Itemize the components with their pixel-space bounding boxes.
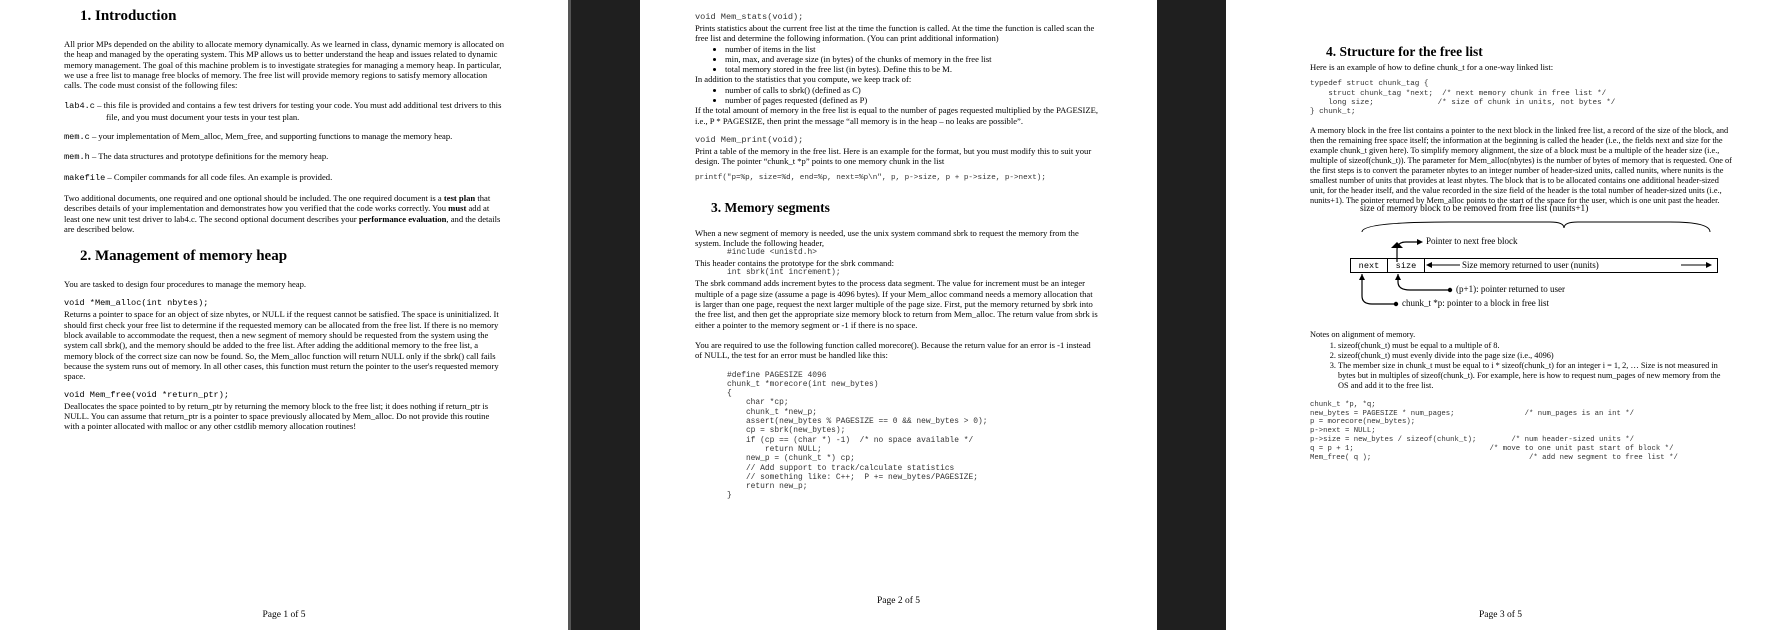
- stats-description: Prints statistics about the current free list at the time the function is called. At the time the function is called scan the free list and determine the following information. (You can print additional information): [695, 23, 1095, 44]
- intro-heading: 1. Introduction: [80, 8, 177, 24]
- print-signature: void Mem_print(void);: [695, 134, 804, 145]
- file-desc: – this file is provided and contains a few test drivers for testing your code. You must add additional test drivers to this file, and you must document your tests in your test plan.: [94, 100, 502, 122]
- alloc-signature: void *Mem_alloc(int nbytes);: [64, 298, 209, 309]
- cell-size-text: size: [1395, 261, 1417, 272]
- cell-next-text: next: [1358, 261, 1380, 272]
- file-entry: [64, 151, 506, 162]
- list-item: • number of calls to sbrk() (defined as C): [725, 85, 1099, 95]
- text-run: Two additional documents, one required and one optional should be included. The one required document is a: [64, 192, 444, 203]
- file-name: mem.h: [64, 152, 90, 163]
- alignment-notes: [1310, 341, 1733, 391]
- morecore-description: You are required to use the following function called morecore(). Because the return value for an error is -1 instead of NULL, the test for an error must be handled like this:: [695, 339, 1091, 361]
- segments-description: When a new segment of memory is needed, use the unix system command sbrk to request the memory from the system. Include the following header,: [695, 227, 1079, 248]
- header-next-cell: [1350, 258, 1388, 273]
- additional-docs-paragraph: [64, 193, 506, 234]
- file-desc: – your implementation of Mem_alloc, Mem_free, and supporting functions to manage the memory heap.: [89, 131, 453, 142]
- document-page-1: [0, 0, 568, 630]
- page-footer: Page 3 of 5: [1478, 610, 1522, 620]
- stats-bullets: [695, 44, 1099, 75]
- stats-total: If the total amount of memory in the free list is equal to the number of pages requested multiplied by the PAGESIZE, i.e., P * PAGESIZE, then print the message “all memory is in the heap – no leaks are possible”.: [695, 105, 1099, 126]
- stats-signature: void Mem_stats(void);: [695, 12, 804, 22]
- text-run: , and the details are described below.: [64, 213, 501, 234]
- include-line: #include <unistd.h>: [727, 248, 817, 258]
- allocation-code: chunk_t *p, *q; new_bytes = PAGESIZE * num_pages; /* num_pages is an int */ p = morecore(new_bytes); p->next = NULL; p->size = new_bytes / sizeof(chunk_t); /* num header-sized units */ q = p + 1; /* move to one unit past start of block */ Mem_free( q ); /* add new segment to free list */: [1310, 400, 1678, 462]
- header-size-cell: [1387, 258, 1425, 273]
- file-name: mem.c: [64, 132, 90, 143]
- mgmt-intro: You are tasked to design four procedures to manage the memory heap.: [64, 279, 307, 290]
- print-description: Print a table of the memory in the free list. Here is an example for the format, but you must modify this to suit your design. The pointer “chunk_t *p” points to one memory chunk in the list: [695, 145, 1092, 167]
- list-item: • total memory stored in the free list (in bytes). Define this to be M.: [725, 64, 1099, 74]
- block-description: A memory block in the free list contains a pointer to the next block in the linked free list, a record of the size of the block, and then the remaining free space itself; the information at the beginning is called the header (i.e., the fields next and size for the example chunk_t given here). To simplify memory alignment, the size of a block must be a multiple of the header size (i.e., multiple of sizeof(chunk_t)). The parameter for Mem_alloc(nbytes) is the number of bytes of memory that is requested. One of the first steps is to convert the parameter nbytes to an integer number of header-sized units, called nunits, where nunits is the smallest number of units that provides at least nbytes. The block that is to be allocated contains one additional header-sized unit, for the header itself, and the value recorded in the size field of the header is the total number of header-sized units (i.e., nunits+1). The pointer returned by Mem_alloc points to the start of the space for the user, which is one unit past the header.: [1310, 126, 1732, 206]
- printf-line: printf("p=%p, size=%d, end=%p, next=%p\n", p, p->size, p + p->size, p->next);: [695, 173, 1046, 182]
- page-shadow: [568, 0, 571, 630]
- file-desc: – Compiler commands for all code files. An example is provided.: [105, 171, 333, 182]
- file-entry: [64, 100, 506, 122]
- freelist-heading: 4. Structure for the free list: [1326, 44, 1483, 59]
- page-footer: Page 1 of 5: [262, 610, 306, 620]
- list-item: • min, max, and average size (in bytes) of the chunks of memory in the free list: [725, 54, 1099, 64]
- alloc-description: Returns a pointer to space for an object of size nbytes, or NULL if the request cannot be satisfied. The space is uninitialized. It should first check your free list to determine if the requested memory can be allocated from the free list. If there is no memory block available to accommodate the request, then a new segment of memory should be requested from the system using the system call sbrk(), and the memory should be added to the free list. After adding the additional memory to the free list, a memory block of the correct size can now be found. So, the Mem_alloc function will return NULL only if the sbrk() call fails because the system runs out of memory. In all other cases, this function must return the pointer to the user's requested memory space.: [64, 309, 499, 382]
- morecore-code: #define PAGESIZE 4096 chunk_t *morecore(int new_bytes) { char *cp; chunk_t *new_p; assert(new_bytes % PAGESIZE == 0 && new_bytes > 0); cp = sbrk(new_bytes); if (cp == (char *) -1) /* no space available */ return NULL; new_p = (chunk_t *) cp; // Add support to track/calculate statistics // something like: C++; P += new_bytes/PAGESIZE; return new_p; }: [727, 370, 988, 501]
- page-footer: Page 2 of 5: [876, 596, 920, 606]
- document-page-3: [1226, 0, 1775, 630]
- file-entry: [64, 131, 506, 142]
- sbrk-description: The sbrk command adds increment bytes to the process data segment. The value for increment must be an integer multiple of a page size (assume a page is 4096 bytes). If your Mem_alloc command needs a memory allocation that is larger than one page, request the next larger multiple of the page size. First, put the memory returned by sbrk into the free list, and then get the appropriate size memory block to return from Mem_alloc. The return value from sbrk is either a pointer to the memory segment or -1 if there is no space.: [695, 278, 1098, 330]
- free-description: Deallocates the space pointed to by return_ptr by returning the memory block to the free list; it does nothing if return_ptr is NULL. You can assume that return_ptr is a pointer to space previously allocated by Mem_alloc. Do not provide this routine with a pointer allocated with malloc or any other cstdlib memory allocation routines!: [64, 400, 490, 432]
- user-size-label: Size memory returned to user (nunits): [1462, 260, 1599, 271]
- page-gap-1: [568, 0, 640, 630]
- text-run: add at least one new unit test driver to lab4.c. The second optional document describes your: [64, 203, 490, 224]
- must-bold: must: [448, 203, 467, 214]
- perf-eval-bold: performance evaluation: [358, 213, 447, 224]
- list-item: 2. sizeof(chunk_t) must evenly divide into the page size (i.e., 4096): [1338, 351, 1733, 361]
- file-entry: [64, 172, 506, 183]
- document-page-2: [640, 0, 1157, 630]
- list-item: • number of items in the list: [725, 44, 1099, 54]
- segments-heading: 3. Memory segments: [711, 199, 830, 215]
- p-pointer-label: chunk_t *p: pointer to a block in free list: [1402, 298, 1549, 309]
- free-signature: void Mem_free(void *return_ptr);: [64, 389, 230, 400]
- prototype-description: This header contains the prototype for the sbrk command:: [695, 258, 895, 269]
- intro-paragraph: All prior MPs depended on the ability to allocate memory dynamically. As we learned in class, dynamic memory is allocated on the heap and managed by the operating system. This MP allows us to better understand the heap and issues related to dynamic memory management. The goal of this machine problem is to investigate strategies for managing a memory heap. In particular, we use a free list to manage free blocks of memory. The free list will provide memory regions to satisfy memory allocation calls. The code must consist of the following files:: [64, 39, 504, 91]
- list-item: 1. sizeof(chunk_t) must be equal to a multiple of 8.: [1338, 341, 1733, 351]
- list-item: 3. The member size in chunk_t must be equal to i * sizeof(chunk_t) for an integer i = 1, 2, … Size is not measured in bytes but in multiples of sizeof(chunk_t). For example, here is how to request num_pages of new memory from the OS and add it to the free list.: [1338, 361, 1733, 391]
- list-item: • number of pages requested (defined as P): [725, 95, 1099, 105]
- test-plan-bold: test plan: [443, 192, 476, 203]
- track-bullets: [695, 85, 1099, 106]
- page-gap-2: [1157, 0, 1226, 630]
- typedef-code: typedef struct chunk_tag { struct chunk_tag *next; /* next memory chunk in free list */ long size; /* size of chunk in units, not bytes */ } chunk_t;: [1310, 80, 1616, 117]
- file-desc: – The data structures and prototype definitions for the memory heap.: [89, 151, 329, 162]
- example-intro: Here is an example of how to define chunk_t for a one-way linked list:: [1310, 62, 1554, 72]
- diagram-title: size of memory block to be removed from free list (nunits+1): [1360, 204, 1589, 215]
- next-pointer-label: Pointer to next free block: [1426, 236, 1518, 247]
- notes-intro: Notes on alignment of memory.: [1310, 330, 1416, 340]
- text-run: that describes details of your implementation and demonstrates how you verified that the code works correctly. You: [64, 192, 491, 214]
- memory-block-diagram: [1310, 204, 1733, 324]
- p1-pointer-label: (p+1): pointer returned to user: [1456, 284, 1566, 295]
- sbrk-prototype: int sbrk(int increment);: [727, 268, 841, 278]
- file-name: lab4.c: [64, 101, 95, 112]
- stats-addition: In addition to the statistics that you compute, we keep track of:: [695, 74, 912, 85]
- mgmt-heading: 2. Management of memory heap: [80, 248, 288, 265]
- file-name: makefile: [64, 172, 106, 183]
